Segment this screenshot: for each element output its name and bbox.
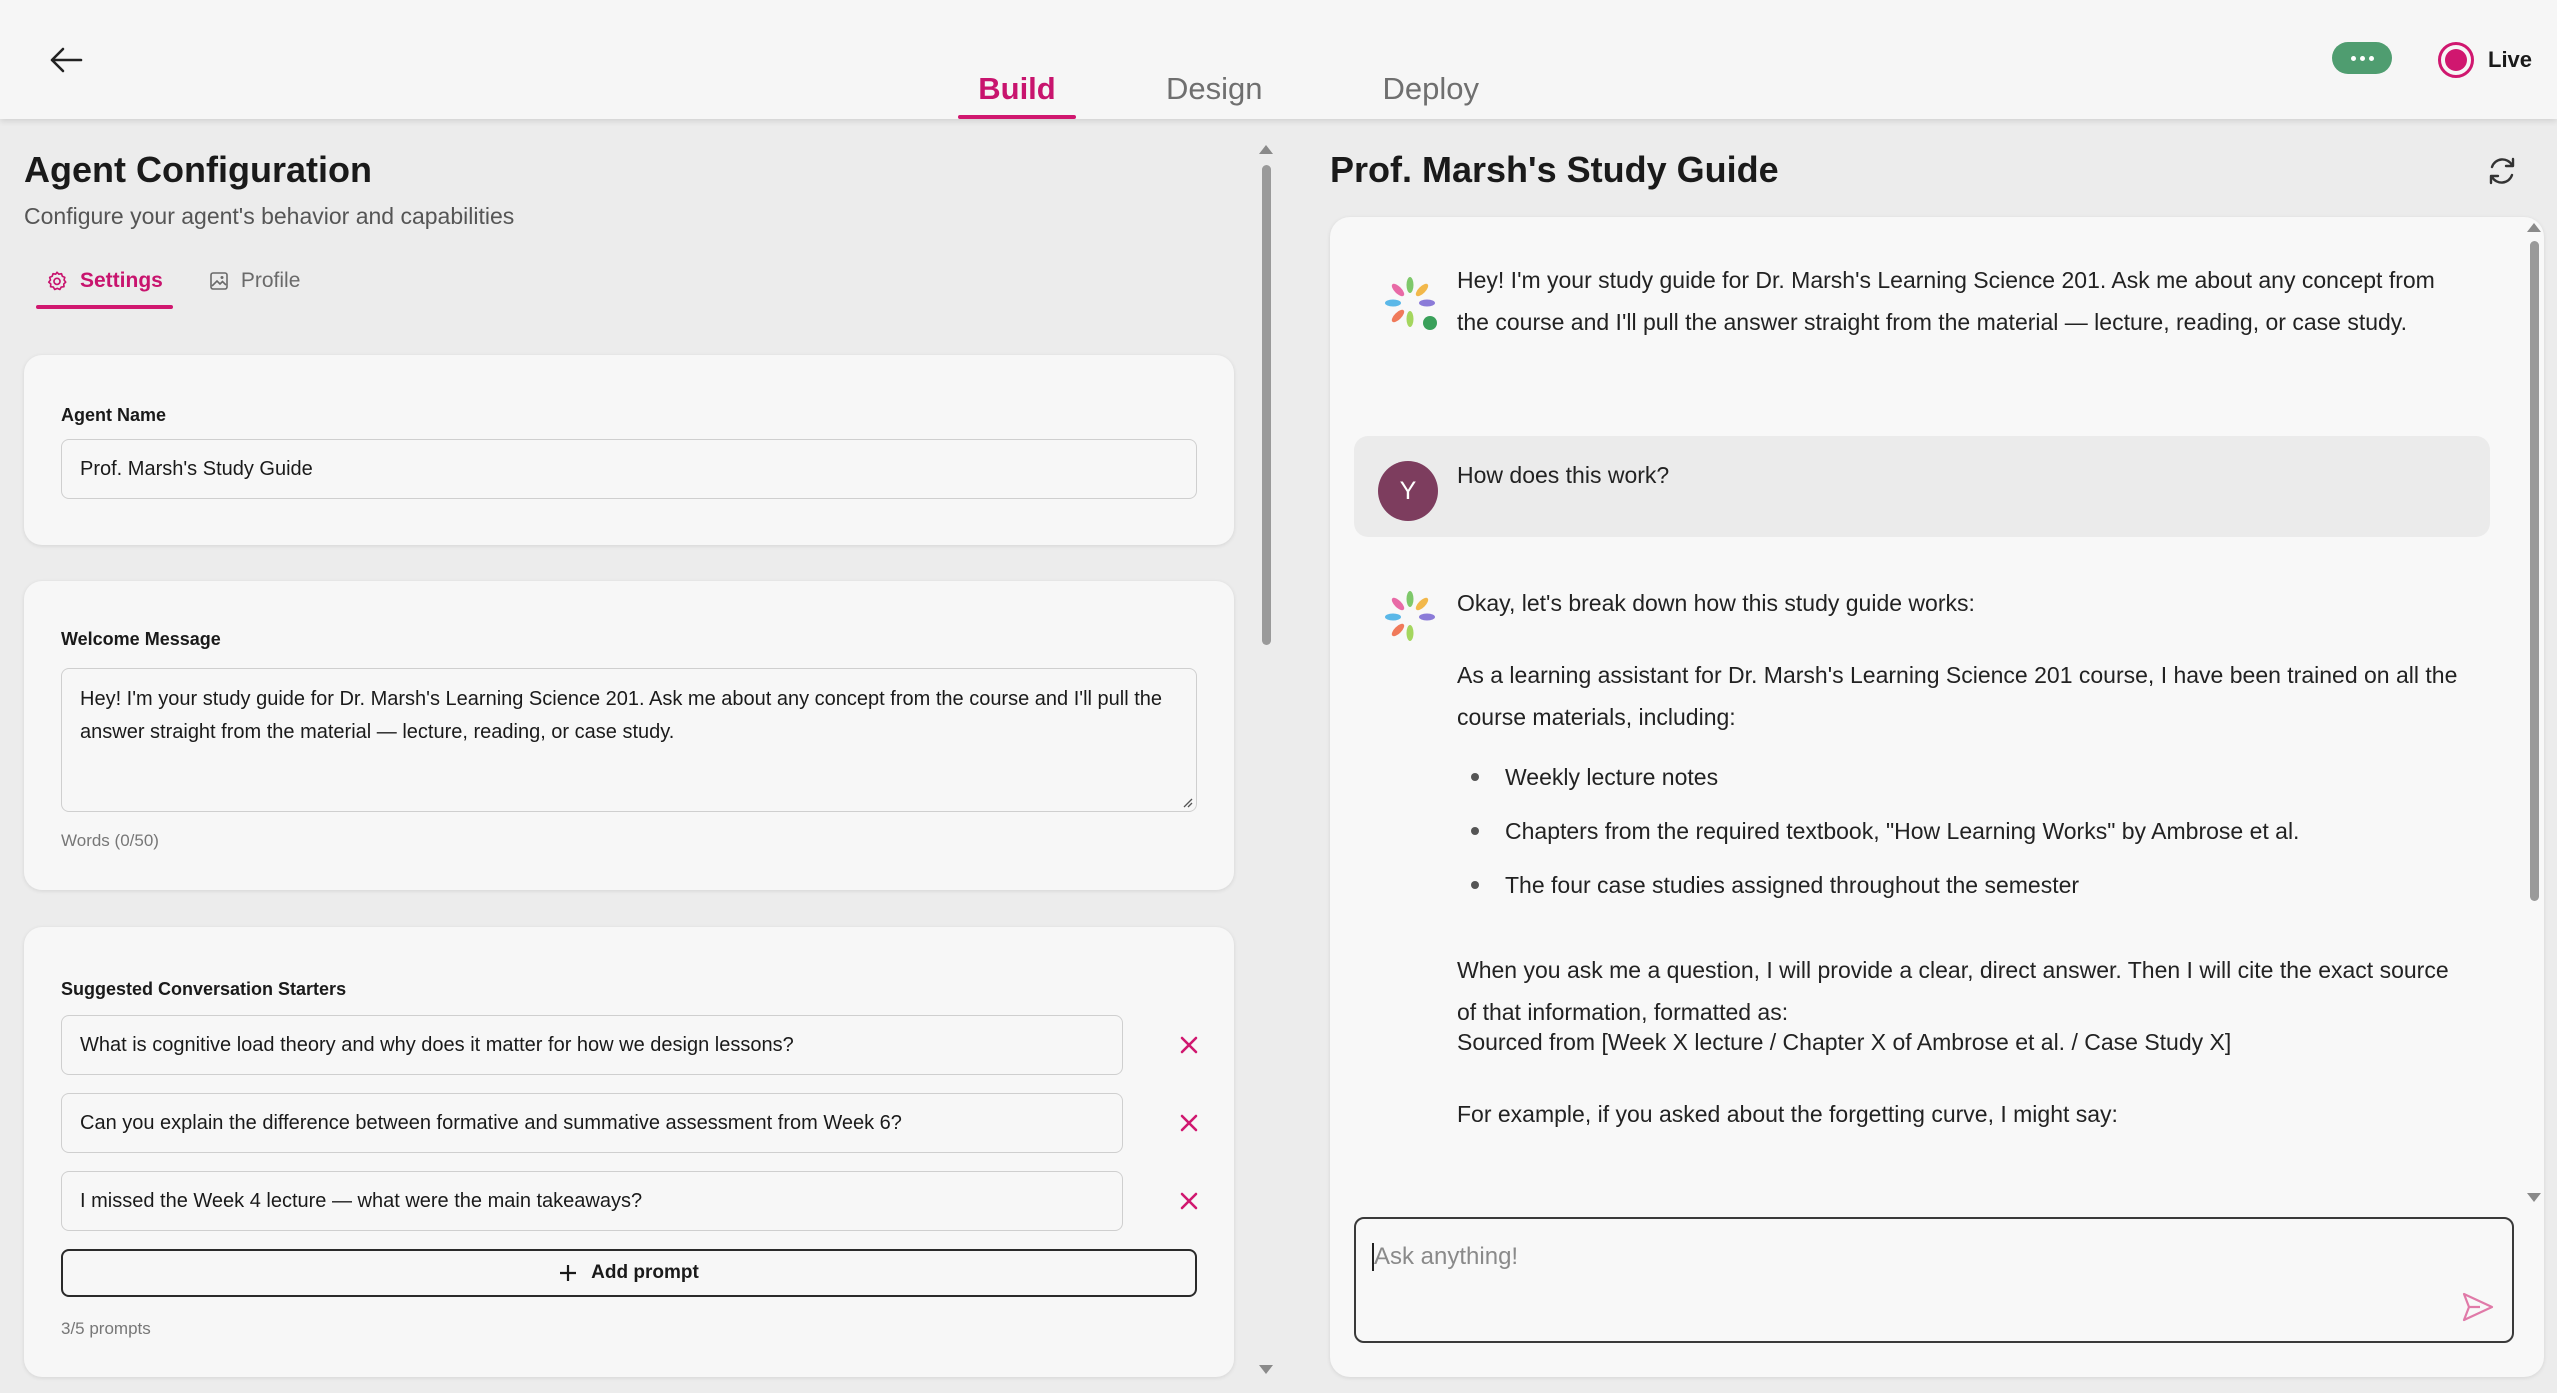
scroll-up-icon[interactable] xyxy=(1259,145,1273,154)
more-options-button[interactable] xyxy=(2332,42,2392,74)
tab-build[interactable]: Build xyxy=(958,0,1076,119)
preview-title: Prof. Marsh's Study Guide xyxy=(1330,149,1779,190)
chat-scrollbar[interactable] xyxy=(2526,223,2542,1223)
word-count: Words (0/50) xyxy=(61,831,159,850)
page-title: Agent Configuration xyxy=(24,149,372,190)
ellipsis-icon xyxy=(2351,56,2356,61)
avatar: Y xyxy=(1378,461,1438,521)
agent-name-card xyxy=(24,355,1234,545)
welcome-message-text: Hey! I'm your study guide for Dr. Marsh's Learning Science 201. Ask me about any concept from the course and I'll pull the answer straight from the material — lecture, reading, or case study. xyxy=(80,688,1163,743)
remove-starter-2-button[interactable] xyxy=(1172,1106,1206,1140)
add-prompt-button[interactable] xyxy=(61,1249,1197,1297)
conversation-starters-card xyxy=(24,927,1234,1377)
resize-handle-icon[interactable] xyxy=(1181,796,1193,808)
reply-paragraph-3: Sourced from [Week X lecture / Chapter X of Ambrose et al. / Case Study X] xyxy=(1457,1029,2232,1055)
reply-intro: Okay, let's break down how this study guide works: xyxy=(1457,590,1975,616)
agent-avatar-icon xyxy=(1380,273,1440,333)
welcome-message-card xyxy=(24,581,1234,890)
agent-name-input[interactable]: Prof. Marsh's Study Guide xyxy=(61,439,1197,499)
config-subtabs xyxy=(36,269,310,309)
remove-starter-1-button[interactable] xyxy=(1172,1028,1206,1062)
welcome-message-bubble: Hey! I'm your study guide for Dr. Marsh's Learning Science 201. Ask me about any concept from the course and I'll pull the answer straight from the material — lecture, reading, or case study. xyxy=(1457,267,2435,335)
tab-design[interactable]: Design xyxy=(1166,71,1263,106)
starter-input-3[interactable]: I missed the Week 4 lecture — what were the main takeaways? xyxy=(61,1171,1123,1231)
configuration-panel xyxy=(0,119,1260,1393)
reply-paragraph-4: For example, if you asked about the forgetting curve, I might say: xyxy=(1457,1101,2118,1127)
reply-paragraph-2: When you ask me a question, I will provide a clear, direct answer. Then I will cite the exact source of that information, formatted as: xyxy=(1457,957,2449,1025)
add-prompt-label: Add prompt xyxy=(591,1262,699,1283)
remove-starter-3-button[interactable] xyxy=(1172,1184,1206,1218)
agent-avatar-icon xyxy=(1380,587,1440,647)
list-item: Weekly lecture notes xyxy=(1457,750,2467,804)
scrollbar-thumb[interactable] xyxy=(1262,165,1271,645)
close-icon xyxy=(1180,1114,1198,1132)
user-message xyxy=(1354,436,2490,537)
tab-profile[interactable] xyxy=(199,269,311,309)
welcome-message-label: Welcome Message xyxy=(61,629,221,649)
scrollbar-thumb[interactable] xyxy=(2530,241,2539,901)
prompt-count: 3/5 prompts xyxy=(61,1319,151,1338)
top-bar xyxy=(0,0,2557,119)
plus-icon xyxy=(559,1264,577,1282)
tab-settings-label: Settings xyxy=(80,269,163,292)
close-icon xyxy=(1180,1192,1198,1210)
scroll-up-icon[interactable] xyxy=(2527,223,2541,232)
image-icon xyxy=(209,271,229,291)
scroll-down-icon[interactable] xyxy=(1259,1365,1273,1374)
page-subtitle: Configure your agent's behavior and capabilities xyxy=(24,203,515,229)
send-icon[interactable] xyxy=(2460,1289,2496,1325)
user-message-text: How does this work? xyxy=(1457,462,1670,488)
chat-input[interactable] xyxy=(1354,1217,2514,1343)
chat-window xyxy=(1330,217,2544,1377)
starter-input-1[interactable]: What is cognitive load theory and why does it matter for how we design lessons? xyxy=(61,1015,1123,1075)
gear-icon xyxy=(46,270,68,292)
main-tabs xyxy=(958,0,1479,119)
reply-bullet-list xyxy=(1457,750,2467,912)
chat-input-placeholder: Ask anything! xyxy=(1374,1243,1519,1270)
live-status-icon xyxy=(2438,42,2474,78)
refresh-icon[interactable] xyxy=(2482,151,2522,191)
config-scrollbar[interactable] xyxy=(1258,145,1274,1377)
agent-name-label: Agent Name xyxy=(61,405,167,425)
close-icon xyxy=(1180,1036,1198,1054)
preview-panel xyxy=(1300,119,2557,1393)
tab-deploy[interactable]: Deploy xyxy=(1382,71,1479,106)
live-label: Live xyxy=(2488,47,2533,72)
list-item: Chapters from the required textbook, "How Learning Works" by Ambrose et al. xyxy=(1457,804,2467,858)
welcome-message-textarea[interactable] xyxy=(61,668,1197,812)
arrow-left-icon xyxy=(49,47,83,73)
tab-profile-label: Profile xyxy=(240,269,301,292)
back-button[interactable] xyxy=(44,38,88,82)
tab-settings[interactable] xyxy=(36,269,173,309)
list-item: The four case studies assigned throughout the semester xyxy=(1457,858,2467,912)
reply-paragraph-1: As a learning assistant for Dr. Marsh's Learning Science 201 course, I have been trained on all the course materials, including: xyxy=(1457,662,2458,730)
conversation-starters-label: Suggested Conversation Starters xyxy=(61,979,347,999)
scroll-down-icon[interactable] xyxy=(2527,1193,2541,1202)
starter-input-2[interactable]: Can you explain the difference between formative and summative assessment from Week 6? xyxy=(61,1093,1123,1153)
live-toggle[interactable] xyxy=(2438,42,2532,78)
